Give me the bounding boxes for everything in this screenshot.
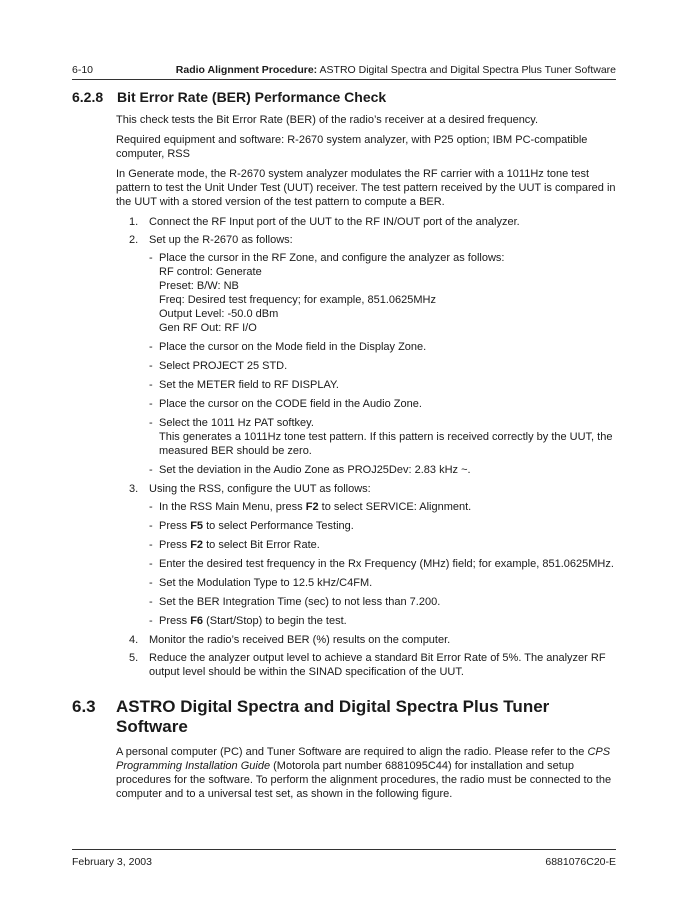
step-number: 3. (129, 483, 139, 495)
paragraph: Required equipment and software: R-2670 system analyzer, with P25 option; IBM PC-compatible computer, RSS (116, 134, 588, 160)
key-label: F6 (190, 615, 204, 627)
step-text: Reduce the analyzer output level to achieve a standard Bit Error Rate of 5%. The analyzer RF output level should be within the SINAD specification of the UUT. (149, 652, 606, 678)
section-title: ASTRO Digital Spectra and Digital Spectra Plus Tuner Software (116, 697, 550, 736)
paragraph: In Generate mode, the R-2670 system analyzer modulates the RF carrier with a 1011Hz tone test pattern to test the Unit Under Test (UUT) receiver. The test pattern received by the UUT is compared in the UUT with a stored version of the test pattern to compute a BER. (116, 168, 616, 208)
section-628-body (116, 113, 616, 679)
running-title-bold: Radio Alignment Procedure: (175, 64, 318, 76)
header-rule (72, 79, 616, 80)
section-63-body (116, 745, 616, 801)
paragraph: This check tests the Bit Error Rate (BER) of the radio’s receiver at a desired frequency. (116, 114, 539, 126)
sub-item: - Place the cursor in the RF Zone, and configure the analyzer as follows: RF control: Generate Preset: B/W: NB Freq: Desired test frequency; for example, 851.0625MHz Output Level: -50.0 dBm Gen RF Out: RF I/O (149, 252, 505, 334)
step-text: Set up the R-2670 as follows: (149, 234, 293, 246)
sub-item: - Place the cursor on the CODE field in the Audio Zone. (149, 398, 422, 410)
step-number: 2. (129, 234, 139, 246)
key-label: F5 (190, 520, 204, 532)
sub-item: - Select PROJECT 25 STD. (149, 360, 288, 372)
step-text: Using the RSS, configure the UUT as follows: (149, 483, 371, 495)
footer-doc-number: 6881076C20-E (545, 856, 616, 868)
step-text: Connect the RF Input port of the UUT to the RF IN/OUT port of the analyzer. (149, 216, 520, 228)
running-title (176, 64, 616, 76)
sub-list (149, 251, 616, 477)
running-title-rest: ASTRO Digital Spectra and Digital Spectra Plus Tuner Software (317, 64, 616, 76)
section-63-heading (72, 697, 616, 737)
sub-item: - Set the BER Integration Time (sec) to not less than 7.200. (149, 596, 441, 608)
sub-list (149, 500, 616, 628)
sub-item: - Set the Modulation Type to 12.5 kHz/C4FM. (149, 577, 373, 589)
sub-item: - Place the cursor on the Mode field in the Display Zone. (149, 341, 427, 353)
guide-title: CPS Programming Installation Guide (116, 746, 611, 772)
sub-item: - Enter the desired test frequency in the Rx Frequency (MHz) field; for example, 851.0625MHz. (149, 558, 614, 570)
step-text: Monitor the radio’s received BER (%) results on the computer. (149, 634, 451, 646)
sub-item: - Press F2 to select Bit Error Rate. (149, 539, 320, 551)
section-628-heading (72, 89, 616, 105)
paragraph: A personal computer (PC) and Tuner Software are required to align the radio. Please refer to the CPS Programming Installation Guide (Motorola part number 6881095C44) for installation and setup procedures for the software. To perform the alignment procedures, the radio must be connected to the computer and to a universal test set, as shown in the following figure. (116, 746, 612, 800)
sub-item: - In the RSS Main Menu, press F2 to select SERVICE: Alignment. (149, 501, 472, 513)
section-title: Bit Error Rate (BER) Performance Check (117, 89, 387, 105)
step-item (116, 651, 616, 679)
step-number: 5. (129, 652, 139, 664)
page-number: 6-10 (72, 64, 94, 76)
page-content (72, 89, 616, 807)
step-item (116, 215, 616, 229)
section-number: 6.2.8 (72, 89, 104, 105)
sub-item: - Set the METER field to RF DISPLAY. (149, 379, 339, 391)
sub-item: - Select the 1011 Hz PAT softkey. This generates a 1011Hz tone test pattern. If this pattern is received correctly by the UUT, the measured BER should be zero. (149, 417, 613, 457)
step-item (116, 233, 616, 477)
step-number: 4. (129, 634, 139, 646)
step-item (116, 633, 616, 647)
key-label: F2 (190, 539, 204, 551)
footer-rule (72, 849, 616, 850)
sub-item: - Press F5 to select Performance Testing. (149, 520, 354, 532)
step-number: 1. (129, 216, 139, 228)
sub-item: - Set the deviation in the Audio Zone as PROJ25Dev: 2.83 kHz ~. (149, 464, 471, 476)
sub-item: - Press F6 (Start/Stop) to begin the test. (149, 615, 347, 627)
step-item (116, 482, 616, 628)
page-header (72, 60, 616, 80)
procedure-steps (116, 215, 616, 679)
key-label: F2 (305, 501, 319, 513)
footer-date: February 3, 2003 (72, 856, 152, 868)
section-number: 6.3 (72, 697, 96, 716)
